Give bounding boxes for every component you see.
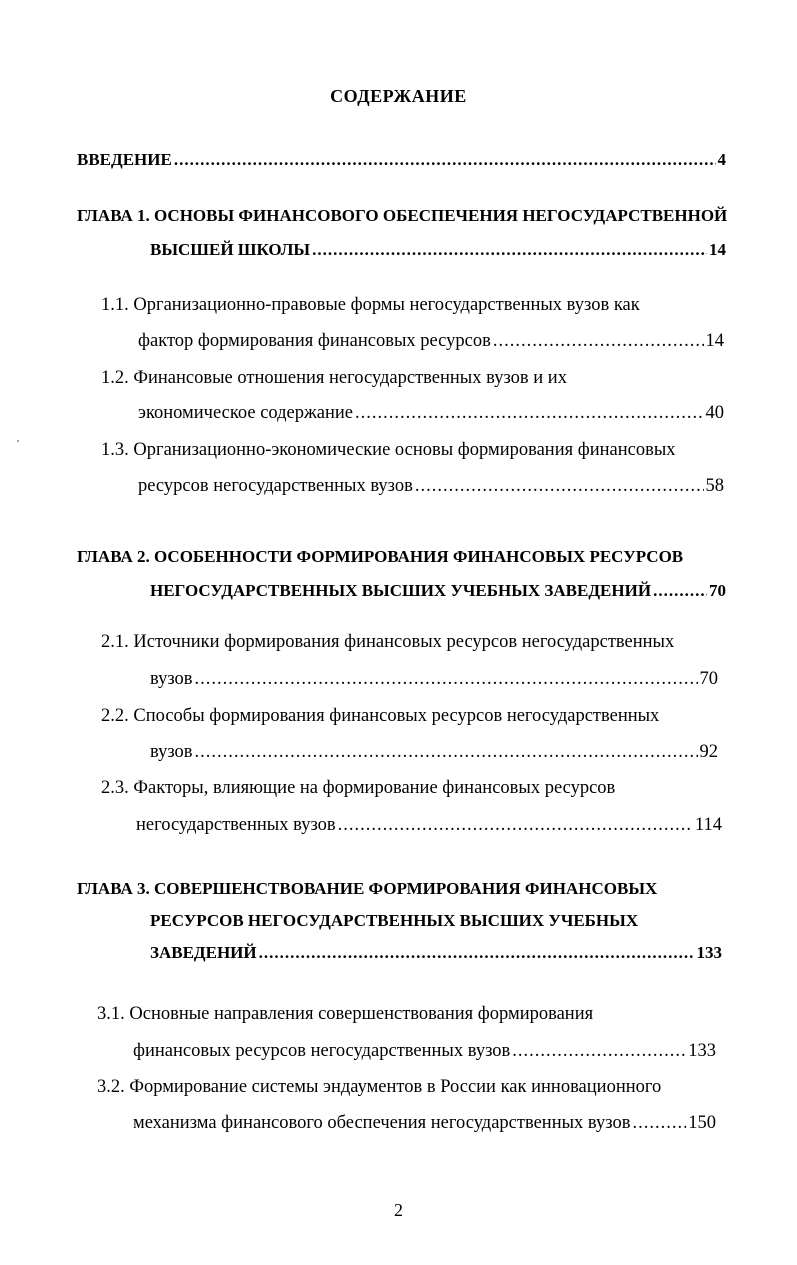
toc-entry-text: 3.1. Основные направления совершенствования формирования bbox=[97, 1004, 594, 1024]
toc-entry-text: 1.2. Финансовые отношения негосударственных вузов и их bbox=[101, 368, 567, 388]
leader-dots bbox=[195, 667, 698, 691]
toc-entry-text: вузов bbox=[150, 669, 193, 689]
toc-entry-intro[interactable] bbox=[77, 148, 726, 172]
toc-entry-text: ресурсов негосударственных вузов bbox=[138, 476, 413, 496]
toc-section-2-2-line2[interactable] bbox=[150, 740, 718, 764]
toc-entry-text: 2.1. Источники формирования финансовых ресурсов негосударственных bbox=[101, 632, 675, 652]
toc-page-number: 14 bbox=[705, 331, 724, 351]
scan-speck bbox=[17, 440, 19, 442]
toc-section-1-1-line1[interactable] bbox=[101, 293, 640, 317]
toc-title: СОДЕРЖАНИЕ bbox=[330, 86, 467, 106]
toc-section-3-2-line2[interactable] bbox=[133, 1111, 716, 1135]
toc-section-3-1-line2[interactable] bbox=[133, 1039, 716, 1063]
toc-entry-text: НЕГОСУДАРСТВЕННЫХ ВЫСШИХ УЧЕБНЫХ ЗАВЕДЕНИЙ bbox=[150, 581, 652, 600]
toc-chapter-2-line2[interactable] bbox=[150, 579, 726, 603]
toc-entry-text: 2.3. Факторы, влияющие на формирование финансовых ресурсов bbox=[101, 778, 616, 798]
toc-entry-text: фактор формирования финансовых ресурсов bbox=[138, 331, 491, 351]
toc-entry-text: ГЛАВА 2. ОСОБЕННОСТИ ФОРМИРОВАНИЯ ФИНАНСОВЫХ РЕСУРСОВ bbox=[77, 547, 684, 566]
toc-page-number: 40 bbox=[705, 403, 724, 423]
toc-section-1-3-line1[interactable] bbox=[101, 438, 676, 462]
leader-dots bbox=[312, 238, 707, 262]
toc-chapter-3-line3[interactable] bbox=[150, 941, 722, 965]
toc-page-number: 133 bbox=[688, 1041, 716, 1061]
leader-dots bbox=[493, 329, 704, 353]
toc-entry-text: вузов bbox=[150, 742, 193, 762]
toc-chapter-3-line2[interactable] bbox=[150, 909, 638, 933]
toc-chapter-2-line1[interactable] bbox=[77, 545, 683, 569]
toc-section-2-1-line1[interactable] bbox=[101, 630, 674, 654]
toc-section-1-2-line1[interactable] bbox=[101, 366, 567, 390]
leader-dots bbox=[259, 941, 695, 965]
toc-page-number: 70 bbox=[699, 669, 718, 689]
leader-dots bbox=[512, 1039, 686, 1063]
toc-entry-text: ВЫСШЕЙ ШКОЛЫ bbox=[150, 240, 311, 259]
toc-section-2-3-line1[interactable] bbox=[101, 776, 615, 800]
leader-dots bbox=[174, 148, 716, 172]
leader-dots bbox=[653, 579, 707, 603]
toc-entry-text: 2.2. Способы формирования финансовых ресурсов негосударственных bbox=[101, 706, 660, 726]
toc-page-number: 14 bbox=[709, 240, 726, 259]
toc-section-1-2-line2[interactable] bbox=[138, 401, 724, 425]
toc-entry-text: РЕСУРСОВ НЕГОСУДАРСТВЕННЫХ ВЫСШИХ УЧЕБНЫХ bbox=[150, 911, 639, 930]
toc-chapter-1-line1[interactable] bbox=[77, 204, 727, 228]
toc-chapter-1-line2[interactable] bbox=[150, 238, 726, 262]
toc-page-number: 133 bbox=[696, 943, 722, 962]
toc-entry-text: ГЛАВА 3. СОВЕРШЕНСТВОВАНИЕ ФОРМИРОВАНИЯ ФИНАНСОВЫХ bbox=[77, 879, 658, 898]
toc-chapter-3-line1[interactable] bbox=[77, 877, 657, 901]
toc-entry-text: ВВЕДЕНИЕ bbox=[77, 150, 172, 169]
toc-entry-text: негосударственных вузов bbox=[136, 815, 336, 835]
toc-page-number: 4 bbox=[717, 150, 726, 169]
toc-section-2-1-line2[interactable] bbox=[150, 667, 718, 691]
toc-entry-text: экономическое содержание bbox=[138, 403, 353, 423]
leader-dots bbox=[415, 474, 704, 498]
toc-entry-text: 1.1. Организационно-правовые формы негосударственных вузов как bbox=[101, 295, 640, 315]
toc-section-3-2-line1[interactable] bbox=[97, 1075, 661, 1099]
leader-dots bbox=[632, 1111, 686, 1135]
page-number: 2 bbox=[394, 1200, 403, 1220]
toc-page-number: 114 bbox=[694, 815, 722, 835]
leader-dots bbox=[338, 813, 693, 837]
toc-entry-text: ГЛАВА 1. ОСНОВЫ ФИНАНСОВОГО ОБЕСПЕЧЕНИЯ НЕГОСУДАРСТВЕННОЙ bbox=[77, 206, 728, 225]
toc-entry-text: финансовых ресурсов негосударственных вузов bbox=[133, 1041, 511, 1061]
toc-entry-text: механизма финансового обеспечения негосударственных вузов bbox=[133, 1113, 631, 1133]
toc-section-1-3-line2[interactable] bbox=[138, 474, 724, 498]
toc-page-number: 70 bbox=[709, 581, 726, 600]
toc-entry-text: ЗАВЕДЕНИЙ bbox=[150, 943, 257, 962]
toc-section-1-1-line2[interactable] bbox=[138, 329, 724, 353]
leader-dots bbox=[355, 401, 704, 425]
toc-entry-text: 3.2. Формирование системы эндаументов в России как инновационного bbox=[97, 1077, 662, 1097]
toc-page-number: 150 bbox=[688, 1113, 716, 1133]
leader-dots bbox=[195, 740, 698, 764]
toc-entry-text: 1.3. Организационно-экономические основы формирования финансовых bbox=[101, 440, 676, 460]
toc-section-3-1-line1[interactable] bbox=[97, 1002, 593, 1026]
toc-page-number: 92 bbox=[699, 742, 718, 762]
toc-page-number: 58 bbox=[705, 476, 724, 496]
toc-section-2-3-line2[interactable] bbox=[136, 813, 722, 837]
toc-section-2-2-line1[interactable] bbox=[101, 704, 659, 728]
